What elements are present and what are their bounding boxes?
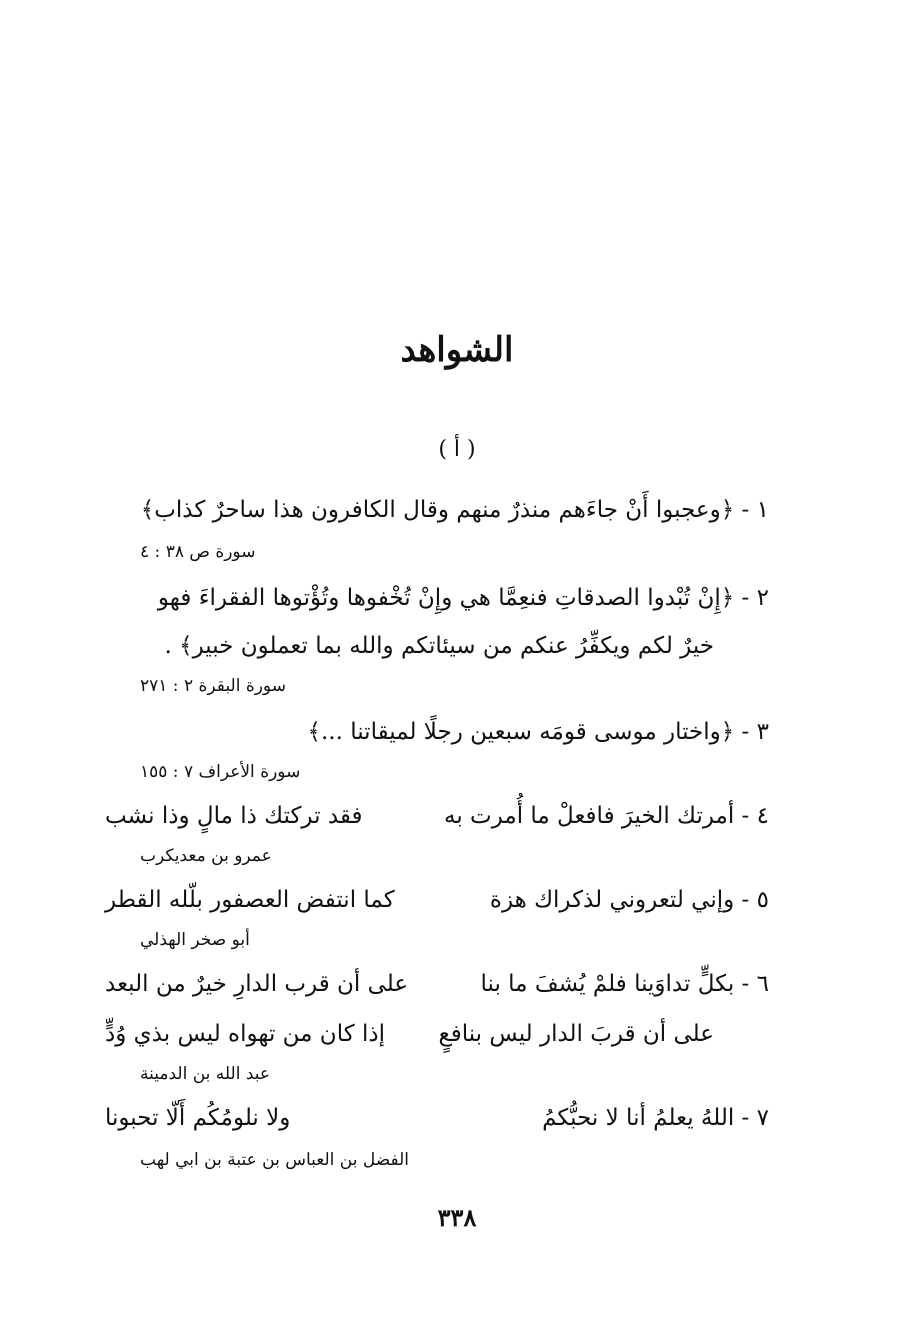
entry-2-line-2: خيرٌ لكم ويكفِّرُ عنكم من سيئاتكم والله بما تعملون خبير﴾ .	[164, 633, 714, 659]
entry-2-line-1: ٢ - ﴿إِنْ تُبْدوا الصدقاتِ فنعِمَّا هي وإِنْ تُخْفوها وتُؤْتوها الفقراءَ فهو	[157, 585, 769, 611]
entry-7-first-hemistich: ٧ - اللهُ يعلمُ أنا لا نحبُّكمُ	[542, 1105, 769, 1131]
entry-7-source: الفضل بن العباس بن عتبة بن ابي لهب	[140, 1150, 409, 1170]
entry-4-first-hemistich: ٤ - أمرتك الخيرَ فافعلْ ما أُمرت به	[444, 803, 769, 829]
entry-6-second-hemistich-2: إذا كان من تهواه ليس بذي وُدٍّ	[105, 1021, 385, 1047]
entry-5-source: أبو صخر الهذلي	[140, 930, 250, 950]
entry-6-source: عبد الله بن الدمينة	[140, 1064, 271, 1084]
entry-6-first-hemistich: ٦ - بكلٍّ تداوَينا فلمْ يُشفَ ما بنا	[480, 971, 769, 997]
entry-4-second-hemistich: فقد تركتك ذا مالٍ وذا نشب	[105, 803, 363, 829]
page-number: ٣٣٨	[437, 1203, 477, 1232]
page-title: الشواهد	[400, 330, 514, 370]
section-heading: ( أ )	[438, 437, 476, 462]
entry-5-first-hemistich: ٥ - وإني لتعروني لذكراك هزة	[489, 887, 769, 913]
entry-4-source: عمرو بن معديكرب	[140, 846, 272, 866]
entry-6-second-hemistich: على أن قرب الدارِ خيرٌ من البعد	[105, 971, 409, 997]
entry-2-source: سورة البقرة ٢ : ٢٧١	[140, 676, 286, 696]
entry-1-source: سورة ص ٣٨ : ٤	[140, 542, 256, 562]
entry-7-second-hemistich: ولا نلومُكُم أَلّا تحبونا	[105, 1105, 291, 1131]
entry-1-line: ١ - ﴿وعجبوا أَنْ جاءَهم منذرٌ منهم وقال الكافرون هذا ساحرٌ كذاب﴾	[140, 497, 769, 523]
entry-5-second-hemistich: كما انتفض العصفور بلّله القطر	[105, 887, 395, 913]
entry-3-source: سورة الأعراف ٧ : ١٥٥	[140, 762, 301, 782]
entry-6-first-hemistich-2: على أن قربَ الدار ليس بنافعٍ	[438, 1021, 714, 1047]
entry-3-line: ٣ - ﴿واختار موسى قومَه سبعين رجلًا لميقاتنا ...﴾	[307, 719, 769, 745]
